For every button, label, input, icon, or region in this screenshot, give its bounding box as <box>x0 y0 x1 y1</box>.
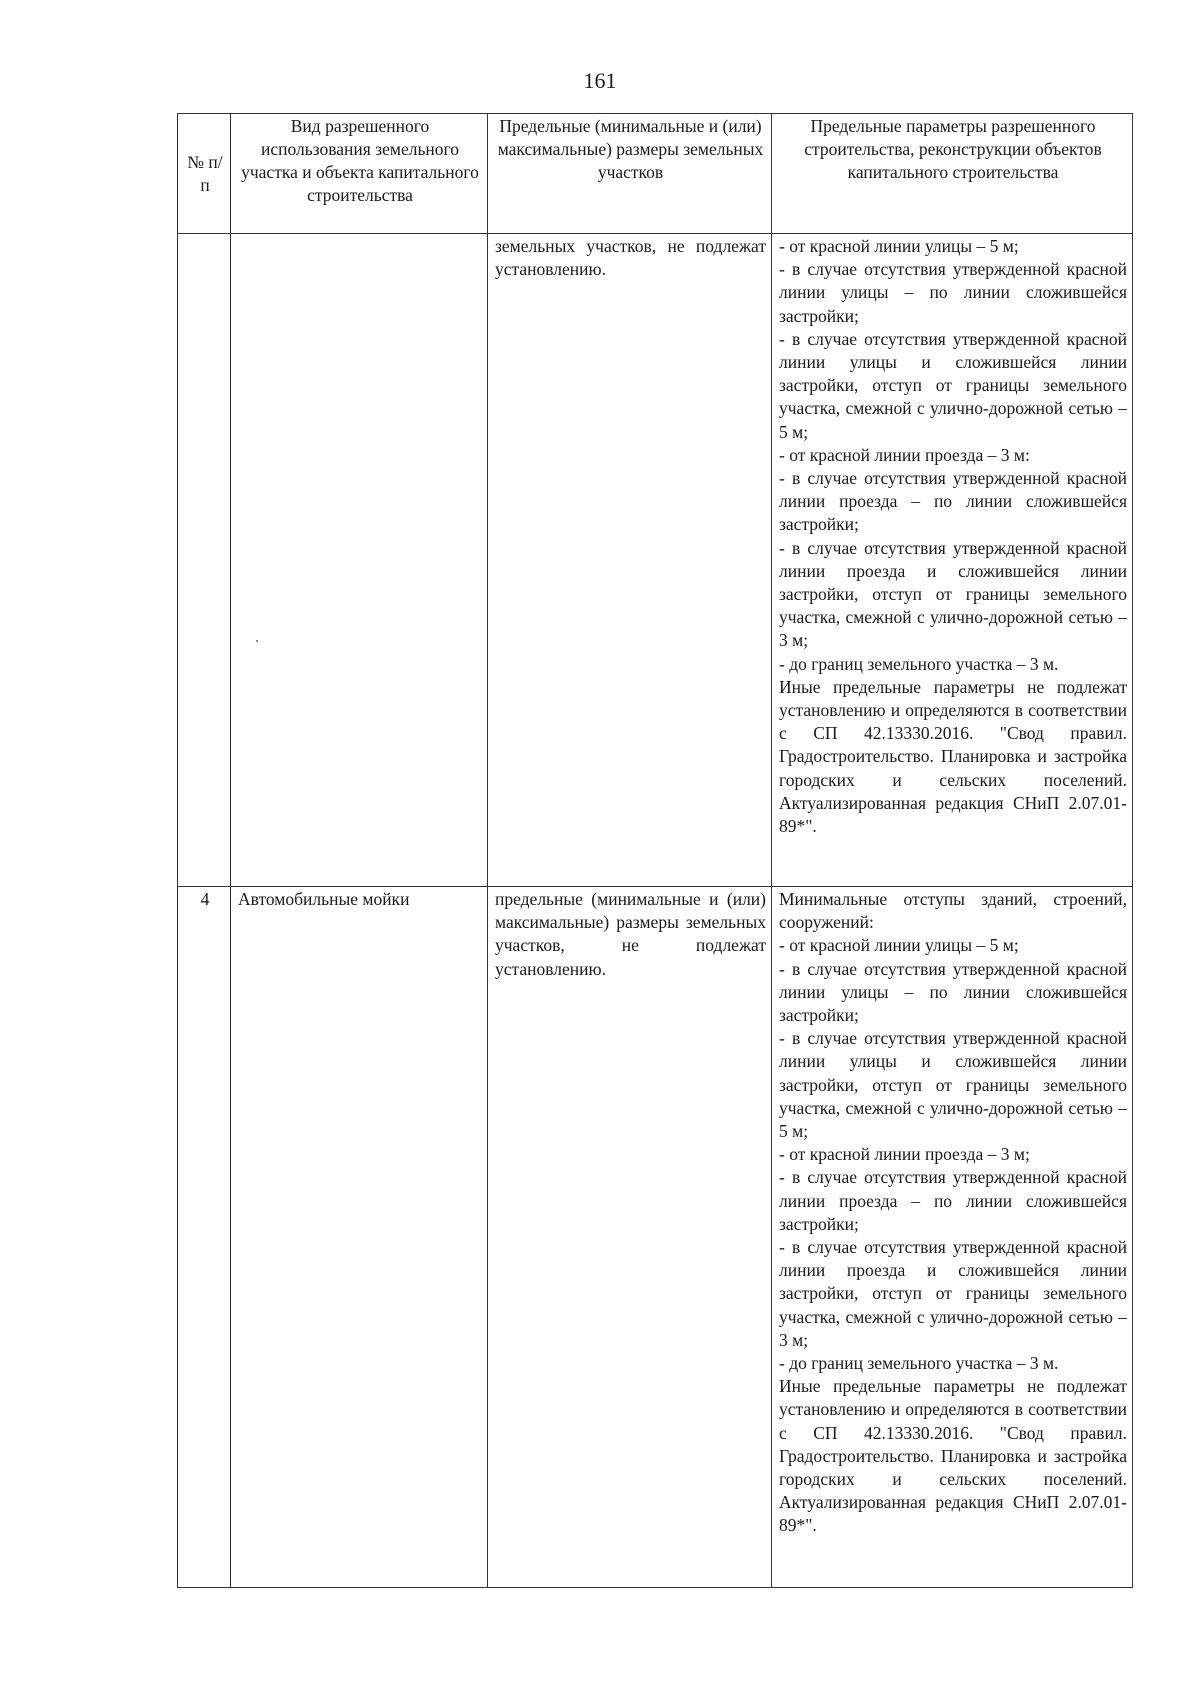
param-line: - в случае отсутствия утвержденной красной линии улицы и сложившейся линии застройки, отступ от границы земельного участка, смежной с улично-дорожной сетью – 5 м; <box>779 1028 1127 1142</box>
header-plot-size: Предельные (минимальные и (или) максимальные) размеры земельных участков <box>488 114 772 234</box>
plot-size-cell: предельные (минимальные и (или) максимальные) размеры земельных участков, не подлежат установлению. <box>488 887 772 1588</box>
table-row <box>178 234 1133 887</box>
header-number: № п/п <box>178 114 231 234</box>
param-line: - в случае отсутствия утвержденной красной линии улицы и сложившейся линии застройки, отступ от границы земельного участка, смежной с улично-дорожной сетью – 5 м; <box>779 328 1127 442</box>
param-line: - в случае отсутствия утвержденной красной линии проезда – по линии сложившейся застройки; <box>779 1167 1127 1234</box>
scan-speck <box>256 640 258 642</box>
plot-size-cell: земельных участков, не подлежат установлению. <box>488 234 772 887</box>
use-type-cell: Автомобильные мойки <box>231 887 488 1588</box>
table-header-row <box>178 114 1133 234</box>
param-line: - в случае отсутствия утвержденной красной линии проезда – по линии сложившейся застройки; <box>779 468 1127 535</box>
param-line: - в случае отсутствия утвержденной красной линии проезда и сложившейся линии застройки, отступ от границы земельного участка, смежной с улично-дорожной сетью – 3 м; <box>779 537 1127 651</box>
build-params-cell <box>772 234 1133 887</box>
row-number: 4 <box>178 887 231 1588</box>
header-build-params: Предельные параметры разрешенного строительства, реконструкции объектов капитального строительства <box>772 114 1133 234</box>
param-line: Минимальные отступы зданий, строений, сооружений: <box>779 889 1127 933</box>
param-line: - до границ земельного участка – 3 м. <box>779 1353 1059 1374</box>
row-number <box>178 234 231 887</box>
param-line: - от красной линии улицы – 5 м; <box>779 236 1019 256</box>
build-params-cell <box>772 887 1133 1588</box>
param-line: - до границ земельного участка – 3 м. <box>779 653 1059 674</box>
header-use-type: Вид разрешенного использования земельного участка и объекта капитального строительства <box>231 114 488 234</box>
use-type-cell <box>231 234 488 887</box>
param-line: - от красной линии улицы – 5 м; <box>779 935 1019 956</box>
param-line: - от красной линии проезда – 3 м; <box>779 1144 1030 1165</box>
param-line: - в случае отсутствия утвержденной красной линии улицы – по линии сложившейся застройки; <box>779 259 1127 326</box>
land-use-table <box>177 113 1133 1588</box>
param-line: - в случае отсутствия утвержденной красной линии улицы – по линии сложившейся застройки; <box>779 958 1127 1026</box>
page-number: 161 <box>583 68 617 93</box>
table-row <box>178 887 1133 1588</box>
param-line: Иные предельные параметры не подлежат установлению и определяются в соответствии с СП 42.13330.2016. "Свод правил. Градостроительство. Планировка и застройка городских и сельских поселений. Актуализированная редакция СНиП 2.07.01-89*". <box>779 1376 1127 1536</box>
param-line: Иные предельные параметры не подлежат установлению и определяются в соответствии с СП 42.13330.2016. "Свод правил. Градостроительство. Планировка и застройка городских и сельских поселений. Актуализированная редакция СНиП 2.07.01-89*". <box>779 676 1127 837</box>
param-line: - в случае отсутствия утвержденной красной линии проезда и сложившейся линии застройки, отступ от границы земельного участка, смежной с улично-дорожной сетью – 3 м; <box>779 1237 1127 1350</box>
param-line: - от красной линии проезда – 3 м: <box>779 444 1030 465</box>
